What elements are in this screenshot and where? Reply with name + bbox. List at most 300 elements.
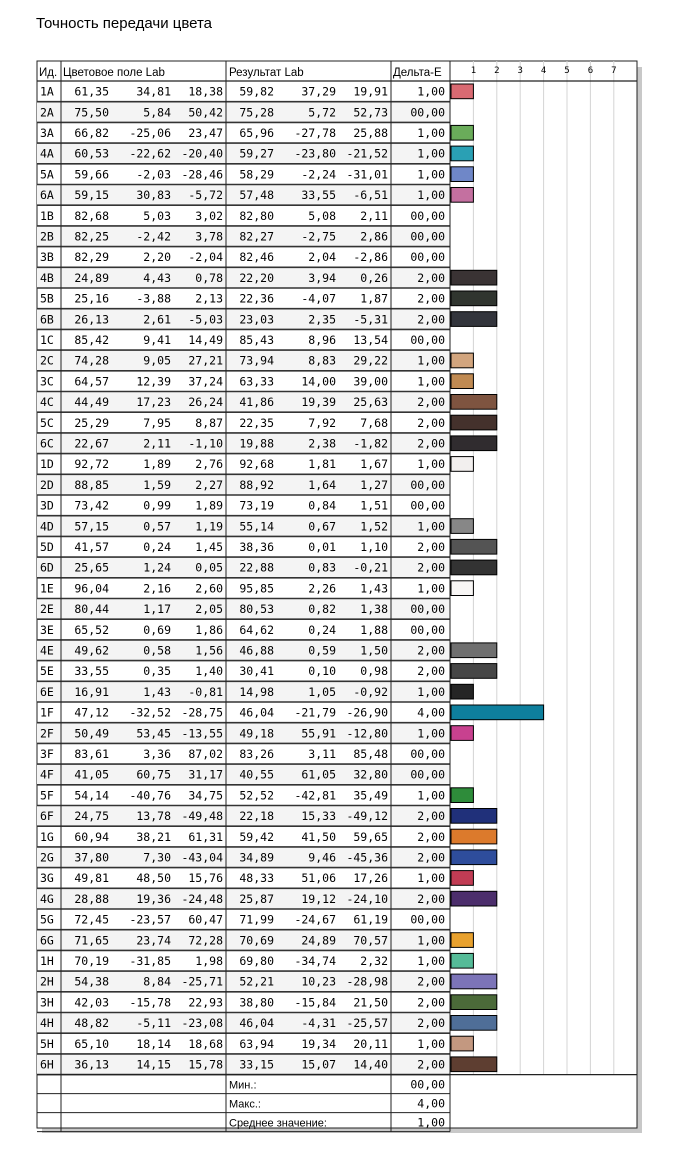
cell-target-b: 31,17 [188,767,223,782]
cell-result-l: 63,94 [239,1036,274,1051]
cell-result-b: 29,22 [353,353,388,368]
cell-delta-e: 1,00 [417,933,445,948]
cell-delta-e: 1,00 [417,84,445,99]
cell-target-b: -24,48 [181,891,223,906]
cell-target-b: 1,98 [195,954,223,968]
delta-bar-4H [451,1016,497,1031]
header-delta-e: Дельта-E [393,67,442,79]
table-row [37,267,497,288]
table-row [37,723,473,744]
cell-result-b: 85,48 [353,747,388,761]
table-row [37,640,497,661]
table-row [40,747,445,761]
cell-target-b: -28,75 [181,705,223,720]
cell-result-b: 1,50 [360,643,388,658]
cell-target-b: -13,55 [181,726,223,741]
cell-target-b: 23,47 [188,126,223,140]
table-row [37,1054,497,1075]
cell-delta-e: 2,00 [417,540,445,554]
cell-result-a: 5,72 [308,105,336,120]
cell-target-a: 48,50 [136,871,171,886]
cell-delta-e: 00,00 [410,229,445,244]
cell-delta-e: 2,00 [417,664,445,679]
cell-target-a: 30,83 [136,188,171,203]
table-row [37,888,497,909]
cell-target-b: 15,76 [188,871,223,886]
cell-target-b: 1,86 [195,622,223,637]
cell-result-b: 39,00 [353,374,388,389]
cell-id: 6A [40,188,54,203]
delta-bar-4C [451,395,497,410]
cell-delta-e: 1,00 [417,353,445,368]
cell-delta-e: 2,00 [417,809,445,824]
delta-bar-3G [451,871,473,886]
cell-result-b: 1,87 [360,291,388,306]
cell-result-l: 52,52 [239,788,274,803]
table-row [37,143,473,164]
cell-result-l: 70,69 [239,933,274,948]
delta-bar-5E [451,664,497,679]
cell-target-b: -5,72 [188,188,223,203]
cell-target-a: 13,78 [136,809,171,824]
cell-result-b: 2,32 [360,954,388,968]
cell-target-l: 54,38 [74,974,109,989]
cell-delta-e: 1,00 [417,146,445,161]
summary-label: Мин.: [229,1079,257,1092]
cell-result-b: -25,57 [346,1016,388,1031]
cell-result-a: -24,67 [294,912,336,927]
cell-delta-e: 4,00 [417,705,445,720]
table-row [40,829,497,844]
cell-target-a: 0,24 [143,540,171,554]
cell-result-l: 22,20 [239,270,274,285]
header-id: Ид. [39,67,58,79]
delta-bar-2H [451,974,497,989]
cell-id: 6D [40,560,54,575]
cell-result-l: 33,15 [239,1057,274,1072]
cell-target-l: 65,10 [74,1036,109,1051]
cell-target-b: 27,21 [188,353,223,368]
cell-delta-e: 1,00 [417,788,445,803]
cell-delta-e: 2,00 [417,291,445,306]
cell-result-l: 34,89 [239,850,274,865]
cell-result-a: 8,96 [308,333,336,347]
cell-result-a: 41,50 [301,829,336,844]
cell-target-l: 96,04 [74,581,109,596]
table-row [37,930,473,951]
cell-target-l: 36,13 [74,1057,109,1072]
cell-delta-e: 1,00 [417,519,445,534]
cell-result-l: 88,92 [239,477,274,492]
cell-result-l: 38,80 [239,995,274,1010]
cell-result-b: 2,11 [360,208,388,223]
cell-target-a: 60,75 [136,767,171,782]
cell-result-b: 14,40 [353,1057,388,1072]
cell-id: 5E [40,664,54,679]
delta-bar-2C [451,353,473,368]
cell-id: 6G [40,933,54,948]
table-row [40,623,445,637]
cell-delta-e: 00,00 [410,767,445,782]
cell-id: 1G [40,829,54,844]
delta-bar-4E [451,643,497,658]
cell-target-l: 85,42 [74,333,109,347]
axis-tick-6: 6 [587,66,594,76]
cell-result-b: -12,80 [346,726,388,741]
cell-id: 4E [40,643,54,658]
cell-result-a: 7,92 [308,415,336,430]
cell-result-b: 19,91 [353,84,388,99]
cell-result-a: 61,05 [301,767,336,782]
table-row [37,806,497,827]
cell-target-a: -3,88 [136,291,171,306]
cell-delta-e: 2,00 [417,270,445,285]
cell-target-a: 0,99 [143,498,171,513]
cell-id: 5G [40,912,54,927]
cell-result-a: 33,55 [301,188,336,203]
cell-delta-e: 00,00 [410,105,445,120]
cell-target-b: 1,45 [195,540,223,554]
cell-delta-e: 1,00 [417,1036,445,1051]
delta-bar-5A [451,167,473,182]
cell-id: 3H [40,995,54,1010]
cell-id: 2F [40,726,54,741]
cell-target-l: 42,03 [74,995,109,1010]
delta-bar-1A [451,84,473,99]
cell-target-l: 25,16 [74,291,109,306]
cell-target-b: -2,04 [188,250,223,265]
cell-target-l: 54,14 [74,788,109,803]
cell-target-l: 59,15 [74,188,109,203]
cell-target-b: -43,04 [181,850,223,865]
cell-delta-e: 00,00 [410,477,445,492]
cell-target-b: 3,78 [195,229,223,244]
delta-bar-1G [451,829,497,844]
cell-result-a: 9,46 [308,850,336,865]
delta-bar-1D [451,457,473,472]
cell-result-a: 19,39 [301,395,336,410]
cell-result-b: -6,51 [353,188,388,203]
cell-result-l: 64,62 [239,622,274,637]
cell-delta-e: 2,00 [417,1057,445,1072]
cell-result-l: 52,21 [239,974,274,989]
cell-delta-e: 2,00 [417,995,445,1010]
cell-result-l: 30,41 [239,664,274,679]
cell-target-l: 24,75 [74,809,109,824]
table-row [37,1013,497,1034]
cell-target-l: 61,35 [74,84,109,99]
cell-target-b: 14,49 [188,333,223,347]
cell-result-b: 35,49 [353,788,388,803]
table-row [40,913,445,927]
cell-id: 1B [40,208,54,223]
cell-target-l: 47,12 [74,705,109,720]
cell-target-l: 41,05 [74,767,109,782]
cell-id: 4D [40,519,54,534]
cell-id: 2A [40,105,54,120]
cell-target-a: -15,78 [129,995,171,1010]
cell-target-b: 8,87 [195,415,223,430]
cell-result-a: 1,05 [308,684,336,699]
cell-result-a: -34,74 [294,954,336,968]
cell-target-l: 73,42 [74,498,109,513]
cell-id: 5H [40,1036,54,1051]
cell-result-l: 59,42 [239,829,274,844]
cell-target-a: 18,14 [136,1036,171,1051]
cell-result-a: 2,35 [308,312,336,327]
cell-result-b: -0,21 [353,560,388,575]
cell-target-a: 9,41 [143,333,171,347]
cell-delta-e: 2,00 [417,1016,445,1031]
table-row [37,309,497,330]
cell-result-l: 22,36 [239,291,274,306]
delta-bar-4B [451,270,497,285]
table-row [37,392,497,413]
cell-target-l: 60,94 [74,829,109,844]
cell-id: 5F [40,788,54,803]
cell-result-a: 55,91 [301,726,336,741]
cell-result-a: 14,00 [301,374,336,389]
cell-target-a: -22,62 [129,146,171,161]
cell-result-b: 1,52 [360,519,388,534]
table-row [37,185,473,206]
cell-result-b: -31,01 [346,167,388,182]
summary-label: Среднее значение: [229,1117,327,1130]
cell-target-a: 53,45 [136,726,171,741]
cell-delta-e: 2,00 [417,643,445,658]
cell-result-a: 1,64 [308,477,336,492]
table-row [40,499,445,513]
delta-bar-5B [451,291,497,306]
cell-target-b: 18,38 [188,84,223,99]
delta-bar-6F [451,809,497,824]
cell-id: 5C [40,415,54,430]
cell-target-l: 83,61 [74,747,109,761]
delta-bar-5C [451,415,497,430]
cell-result-b: 13,54 [353,333,388,347]
cell-target-l: 25,29 [74,415,109,430]
cell-result-a: 2,04 [308,250,336,265]
cell-target-a: 2,16 [143,581,171,596]
table-row [37,971,497,992]
cell-target-a: 1,24 [143,560,171,575]
cell-target-b: 3,02 [195,208,223,223]
cell-target-b: 37,24 [188,374,223,389]
cell-id: 4F [40,767,54,782]
cell-delta-e: 1,00 [417,374,445,389]
cell-result-b: 2,86 [360,229,388,244]
cell-result-l: 82,27 [239,229,274,244]
cell-target-l: 74,28 [74,353,109,368]
cell-result-b: 1,88 [360,622,388,637]
cell-target-l: 44,49 [74,395,109,410]
axis-tick-7: 7 [611,66,617,76]
cell-target-b: 1,89 [195,498,223,513]
cell-target-l: 22,67 [74,436,109,451]
cell-target-b: -1,10 [188,436,223,451]
cell-target-l: 70,19 [74,954,109,968]
cell-target-l: 82,68 [74,208,109,223]
cell-delta-e: 2,00 [417,560,445,575]
cell-result-l: 95,85 [239,581,274,596]
cell-target-a: -25,06 [129,126,171,140]
table-row [37,764,450,785]
table-row [37,516,473,537]
cell-result-b: 1,67 [360,457,388,472]
delta-bar-6A [451,188,473,203]
delta-bar-5F [451,788,473,803]
cell-result-b: 61,19 [353,912,388,927]
cell-id: 3D [40,498,54,513]
cell-result-l: 59,27 [239,146,274,161]
delta-bar-5D [451,539,497,554]
cell-result-b: 25,88 [353,126,388,140]
delta-bar-6E [451,684,473,699]
cell-delta-e: 00,00 [410,250,445,265]
cell-result-l: 38,36 [239,540,274,554]
cell-target-l: 50,49 [74,726,109,741]
cell-result-l: 85,43 [239,333,274,347]
cell-result-l: 55,14 [239,519,274,534]
cell-target-a: 7,95 [143,415,171,430]
cell-target-l: 41,57 [74,540,109,554]
axis-tick-3: 3 [517,66,523,76]
cell-result-l: 23,03 [239,312,274,327]
cell-result-a: 3,94 [308,270,336,285]
cell-result-a: 0,59 [308,643,336,658]
cell-id: 3E [40,622,54,637]
cell-target-l: 82,25 [74,229,109,244]
cell-target-b: -20,40 [181,146,223,161]
cell-target-a: 17,23 [136,395,171,410]
cell-result-b: 25,63 [353,395,388,410]
cell-result-l: 19,88 [239,436,274,451]
cell-target-a: 4,43 [143,270,171,285]
cell-result-a: 15,07 [301,1057,336,1072]
cell-target-b: 50,42 [188,105,223,120]
cell-result-a: -27,78 [294,126,336,140]
cell-result-a: -21,79 [294,705,336,720]
summary-value: 00,00 [410,1077,445,1092]
summary-value: 1,00 [417,1115,445,1130]
cell-target-l: 37,80 [74,850,109,865]
cell-delta-e: 2,00 [417,395,445,410]
axis-tick-1: 1 [470,66,477,76]
cell-target-a: -5,11 [136,1016,171,1031]
table-row [37,226,450,247]
cell-target-l: 66,82 [74,126,109,140]
cell-target-l: 71,65 [74,933,109,948]
delta-bar-4A [451,146,473,161]
cell-result-b: -49,12 [346,809,388,824]
cell-target-l: 26,13 [74,312,109,327]
delta-bar-5H [451,1036,473,1051]
cell-result-a: 1,81 [308,457,336,472]
cell-id: 4A [40,146,54,161]
cell-result-l: 46,04 [239,705,274,720]
cell-id: 1E [40,581,54,596]
cell-target-a: 14,15 [136,1057,171,1072]
cell-result-b: 1,51 [360,498,388,513]
cell-target-b: -5,03 [188,312,223,327]
table-row [40,209,445,223]
cell-target-a: 1,43 [143,684,171,699]
cell-result-a: 0,01 [308,540,336,554]
cell-id: 2B [40,229,54,244]
cell-delta-e: 2,00 [417,436,445,451]
cell-result-l: 69,80 [239,954,274,968]
cell-result-b: 21,50 [353,995,388,1010]
cell-result-a: 5,08 [308,208,336,223]
cell-result-l: 80,53 [239,602,274,617]
cell-id: 3C [40,374,54,389]
cell-delta-e: 1,00 [417,726,445,741]
cell-id: 6B [40,312,54,327]
cell-result-a: 51,06 [301,871,336,886]
cell-target-a: 23,74 [136,933,171,948]
cell-target-a: -32,52 [129,705,171,720]
cell-result-l: 22,18 [239,809,274,824]
cell-delta-e: 2,00 [417,850,445,865]
cell-target-b: -25,71 [181,974,223,989]
cell-result-a: 0,84 [308,498,336,513]
cell-result-l: 25,87 [239,891,274,906]
cell-delta-e: 00,00 [410,912,445,927]
cell-target-b: 2,76 [195,457,223,472]
cell-target-l: 33,55 [74,664,109,679]
cell-target-b: 2,05 [195,602,223,617]
cell-target-l: 60,53 [74,146,109,161]
cell-delta-e: 1,00 [417,954,445,968]
cell-target-a: 5,03 [143,208,171,223]
table-row [37,474,450,495]
cell-result-b: -5,31 [353,312,388,327]
table-row [37,350,473,371]
cell-delta-e: 00,00 [410,602,445,617]
cell-target-b: 18,68 [188,1036,223,1051]
cell-result-l: 40,55 [239,767,274,782]
axis-tick-4: 4 [540,66,547,76]
cell-id: 4G [40,891,54,906]
delta-bar-1F [451,705,544,720]
cell-result-l: 57,48 [239,188,274,203]
delta-bar-4D [451,519,473,534]
cell-result-a: 0,82 [308,602,336,617]
cell-delta-e: 1,00 [417,457,445,472]
cell-result-a: -23,80 [294,146,336,161]
cell-target-a: 12,39 [136,374,171,389]
cell-target-a: 5,84 [143,105,171,120]
cell-delta-e: 00,00 [410,333,445,347]
cell-target-l: 25,65 [74,560,109,575]
cell-target-l: 65,52 [74,622,109,637]
cell-id: 2H [40,974,54,989]
cell-target-b: 34,75 [188,788,223,803]
cell-result-a: -42,81 [294,788,336,803]
table-row [37,847,497,868]
delta-bar-6D [451,560,497,575]
cell-id: 3F [40,747,54,761]
cell-result-b: 1,27 [360,477,388,492]
cell-target-b: -49,48 [181,809,223,824]
cell-result-l: 82,80 [239,208,274,223]
cell-target-b: 1,19 [195,519,223,534]
cell-target-l: 59,66 [74,167,109,182]
cell-result-a: 8,83 [308,353,336,368]
summary-value: 4,00 [417,1096,445,1111]
cell-target-a: 2,20 [143,250,171,265]
cell-result-a: 19,12 [301,891,336,906]
